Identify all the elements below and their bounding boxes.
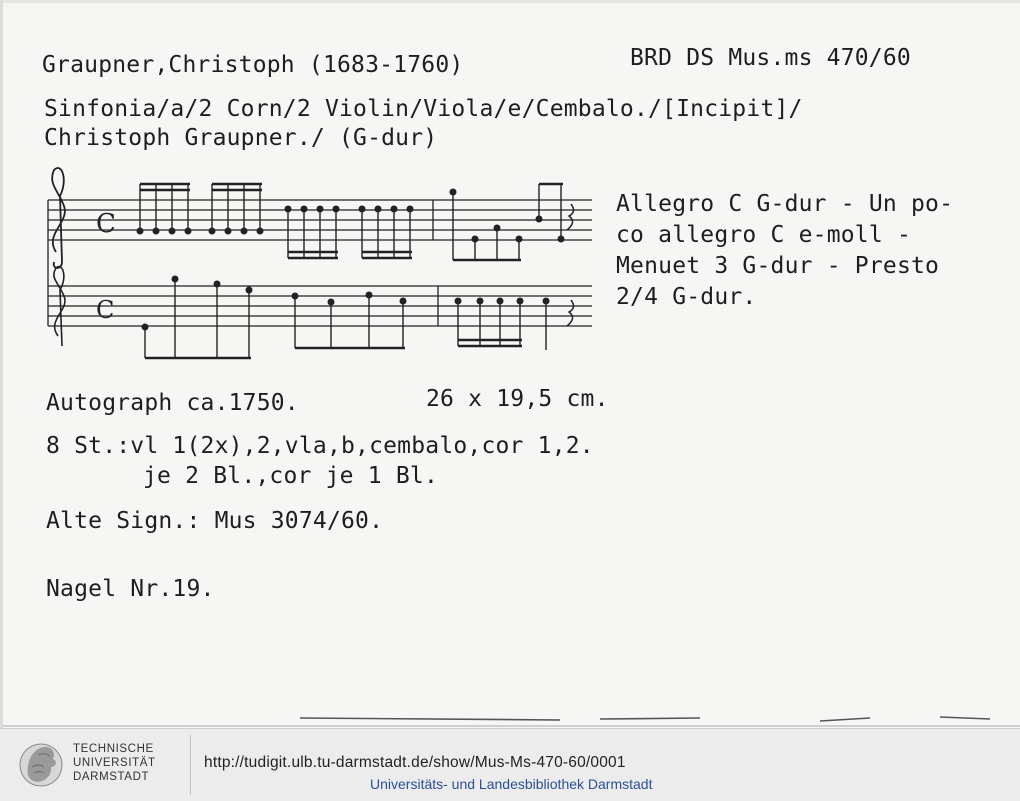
viewer-footer: [0, 728, 1020, 801]
svg-text:C: C: [96, 209, 116, 239]
athena-head-logo-icon: [18, 737, 64, 793]
movement-line-3: Menuet 3 G-dur - Presto: [616, 253, 940, 279]
old-signature: Alte Sign.: Mus 3074/60.: [46, 508, 384, 534]
svg-text:C: C: [96, 296, 115, 324]
parts-line-1: 8 St.:vl 1(2x),2,vla,b,cembalo,cor 1,2.: [46, 433, 594, 459]
university-name-line-3: DARMSTADT: [73, 771, 150, 783]
dimensions: 26 x 19,5 cm.: [426, 386, 609, 412]
shelfmark: BRD DS Mus.ms 470/60: [630, 45, 911, 71]
title-line-2: Christoph Graupner./ (G-dur): [44, 125, 438, 151]
university-name-line-1: TECHNISCHE: [73, 743, 154, 755]
movement-line-1: Allegro C G-dur - Un po-: [616, 191, 954, 217]
composer-line: Graupner,Christoph (1683-1760): [42, 52, 464, 78]
movement-line-4: 2/4 G-dur.: [616, 284, 757, 310]
movement-line-2: co allegro C e-moll -: [616, 222, 911, 248]
card-bottom-edge: [0, 712, 1020, 728]
parts-line-2: je 2 Bl.,cor je 1 Bl.: [143, 463, 438, 489]
library-name: Universitäts- und Landesbibliothek Darmstadt: [370, 776, 653, 792]
autograph-date: Autograph ca.1750.: [46, 390, 299, 416]
university-name: [73, 742, 156, 784]
footer-divider: [190, 735, 191, 795]
university-name-line-2: UNIVERSITÄT: [73, 757, 156, 769]
music-incipit: [40, 160, 600, 370]
title-line: Sinfonia/a/2 Corn/2 Violin/Viola/e/Cembalo./[Incipit]/: [44, 96, 803, 122]
nagel-number: Nagel Nr.19.: [46, 576, 215, 602]
permalink-url[interactable]: http://tudigit.ulb.tu-darmstadt.de/show/Mus-Ms-470-60/0001: [204, 754, 626, 771]
